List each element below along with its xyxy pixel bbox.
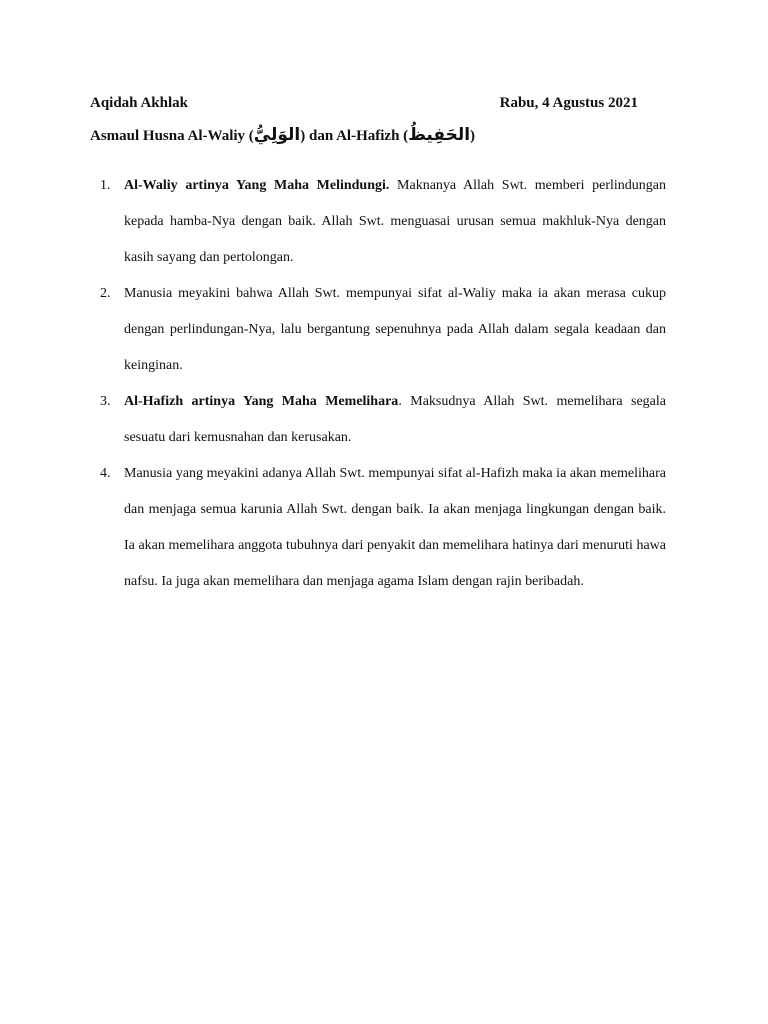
list-number: 4. xyxy=(100,466,111,481)
list-item xyxy=(90,168,666,276)
list-text xyxy=(124,168,666,276)
bold-phrase: Al-Hafizh artinya Yang Maha Memelihara xyxy=(124,394,399,409)
title-suffix: ) xyxy=(470,128,476,144)
title-prefix: Asmaul Husna Al-Waliy ( xyxy=(90,128,254,144)
body-text: Manusia yang meyakini adanya Allah Swt. mempunyai sifat al-Hafizh maka ia akan memelihara dan menjaga semua karunia Allah Swt. dengan baik. Ia akan menjaga lingkungan dengan baik. Ia akan memelihara anggota tubuhnya dari penyakit dan memelihara hatinya dari menuruti hawa nafsu. Ia juga akan memelihara dan menjaga agama Islam dengan rajin beribadah. xyxy=(124,466,666,589)
list-text xyxy=(124,456,666,600)
body-text: Maknanya Allah Swt. memberi perlindungan kepada hamba-Nya dengan baik. Allah Swt. menguasai urusan semua makhluk-Nya dengan kasih sayang dan pertolongan. xyxy=(124,178,666,265)
list-item xyxy=(90,384,666,456)
document-title xyxy=(90,124,650,147)
subject-label: Aqidah Akhlak xyxy=(90,95,188,111)
arabic-waliy: الوَلِيُّ xyxy=(253,125,301,145)
list-item xyxy=(90,276,666,384)
list-text xyxy=(124,384,666,456)
title-middle: ) dan Al-Hafizh ( xyxy=(300,128,409,144)
arabic-hafizh: الحَفِيظُ xyxy=(408,125,471,145)
list-item xyxy=(90,456,666,600)
body-text: . Maksudnya Allah Swt. memelihara segala sesuatu dari kemusnahan dan kerusakan. xyxy=(124,394,666,445)
list-number: 2. xyxy=(100,286,111,301)
numbered-list xyxy=(90,168,666,600)
list-number: 1. xyxy=(100,178,111,193)
date-label: Rabu, 4 Agustus 2021 xyxy=(499,95,638,111)
bold-phrase: Al-Waliy artinya Yang Maha Melindungi. xyxy=(124,178,390,193)
list-number: 3. xyxy=(100,394,111,409)
body-text: Manusia meyakini bahwa Allah Swt. mempunyai sifat al-Waliy maka ia akan merasa cukup dengan perlindungan-Nya, lalu bergantung sepenuhnya pada Allah dalam segala keadaan dan keinginan. xyxy=(124,286,666,373)
list-text xyxy=(124,276,666,384)
